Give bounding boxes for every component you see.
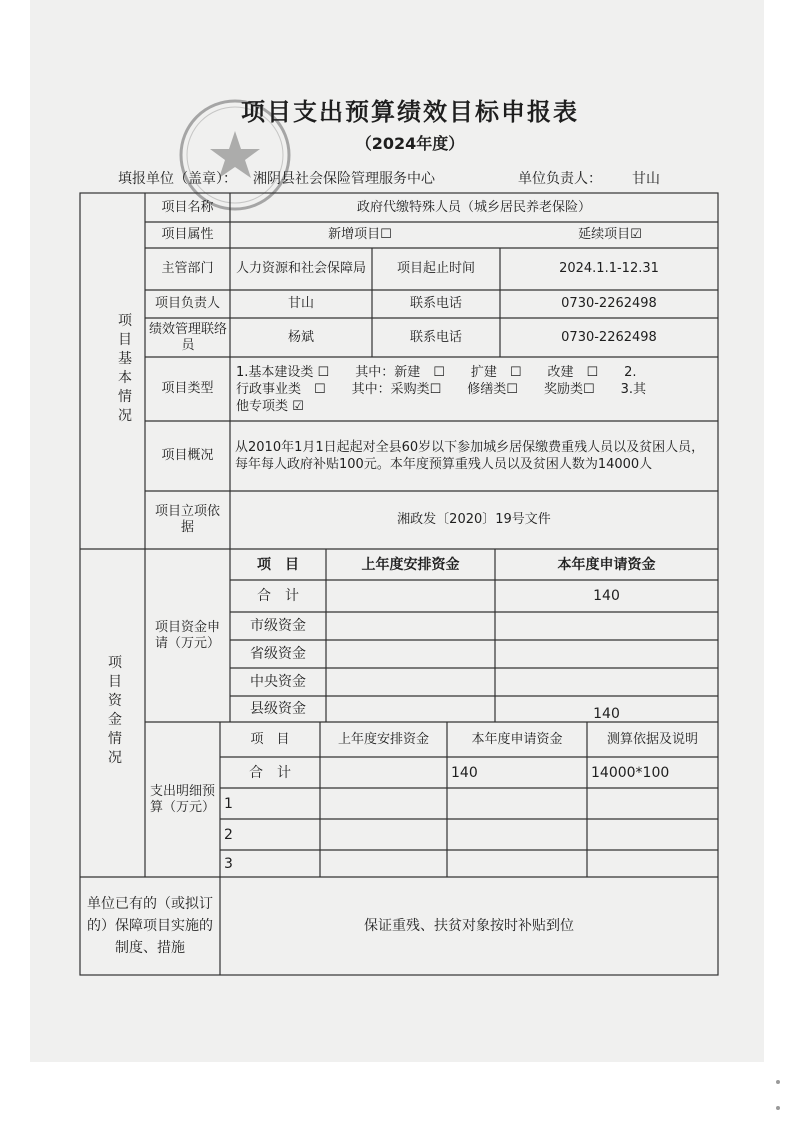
- leader-label: 项目负责人: [154, 296, 220, 311]
- detail-row-note: [591, 850, 718, 877]
- type-line-1: 1.基本建设类 ☐ 其中：新建 ☐ 扩建 ☐ 改建 ☐ 2.: [236, 365, 637, 380]
- detail-budget-label: 支出明细预算（万元）: [149, 783, 215, 815]
- fund-row-last: [326, 668, 495, 696]
- phone2-label: 联系电话: [409, 329, 462, 345]
- leader-value: 甘山: [287, 296, 314, 311]
- type-line-3: 他专项类 ☑: [236, 399, 304, 414]
- fund-header-item: 项 目: [257, 556, 299, 573]
- page-title: 项目支出预算绩效目标申报表: [241, 98, 579, 126]
- basis-label: 项目立项依据: [154, 504, 220, 535]
- project-name-value: 政府代缴特殊人员（城乡居民养老保险）: [356, 199, 591, 215]
- scan-dot: [776, 1080, 780, 1084]
- fund-row-this: [495, 640, 718, 668]
- project-name-label: 项目名称: [161, 199, 214, 215]
- fund-row-name: 中央资金: [250, 674, 306, 690]
- period-value: 2024.1.1-12.31: [559, 261, 659, 276]
- fund-row-last: [326, 640, 495, 668]
- detail-header-note: 测算依据及说明: [606, 731, 698, 747]
- detail-row-note: [591, 788, 718, 819]
- page-subtitle: （2024年度）: [355, 134, 465, 153]
- fund-row-this: [495, 668, 718, 696]
- detail-row-note: [591, 819, 718, 850]
- detail-row-note: 14000*100: [591, 764, 670, 781]
- fund-header-last: 上年度安排资金: [361, 556, 460, 573]
- scan-dot: [776, 1106, 780, 1110]
- fund-row-last: [326, 696, 495, 722]
- detail-row-name: 2: [224, 826, 233, 843]
- detail-row-last: [320, 757, 447, 788]
- detail-row-this: [451, 850, 587, 877]
- measures-label: 单位已有的（或拟订的）保障项目实施的制度、措施: [87, 896, 213, 956]
- contact-label: 绩效管理联络员: [149, 321, 228, 353]
- detail-row-this: [451, 788, 587, 819]
- type-options: [236, 364, 716, 415]
- fund-row-name: 合 计: [257, 588, 299, 604]
- project-attr-new: 新增项目☐: [328, 227, 392, 242]
- fund-apply-label: 项目资金申请（万元）: [154, 619, 220, 651]
- fund-header-this: 本年度申请资金: [557, 556, 656, 573]
- detail-row-this: 140: [451, 764, 478, 781]
- detail-row-last: [320, 819, 447, 850]
- phone2-value: 0730-2262498: [561, 329, 657, 345]
- fund-row-last: [326, 580, 495, 612]
- unit-name: 湘阴县社会保险管理服务中心: [253, 171, 435, 187]
- basis-value: 湘政发〔2020〕19号文件: [397, 512, 551, 527]
- fund-row-name: 市级资金: [250, 618, 306, 634]
- detail-row-last: [320, 788, 447, 819]
- fund-row-this: 140: [593, 588, 620, 604]
- dept-label: 主管部门: [161, 261, 214, 276]
- overview-value: 从2010年1月1日起起对全县60岁以下参加城乡居保缴费重残人员以及贫困人员，每年每人政府补贴100元。本年度预算重残人员以及贫困人数为14000人: [235, 440, 705, 472]
- type-line-2: 行政事业类 ☐ 其中：采购类☐ 修缮类☐ 奖励类☐ 3.其: [236, 382, 647, 397]
- project-attr-continue: 延续项目☑: [578, 227, 642, 242]
- fund-row-this: [495, 612, 718, 640]
- section-basic-info-label: 项目基本情况: [118, 313, 132, 424]
- type-label: 项目类型: [161, 381, 214, 396]
- phone-value: 0730-2262498: [561, 296, 657, 311]
- fund-row-name: 省级资金: [250, 646, 306, 662]
- detail-header-this: 本年度申请资金: [471, 731, 563, 747]
- detail-row-name: 3: [224, 855, 233, 872]
- overview-label: 项目概况: [161, 448, 214, 463]
- detail-row-name: 1: [224, 795, 233, 812]
- detail-row-this: [451, 819, 587, 850]
- contact-value: 杨斌: [287, 329, 314, 345]
- fund-row-last: [326, 612, 495, 640]
- fund-row-name: 县级资金: [250, 701, 306, 717]
- unit-label: 填报单位（盖章）：: [118, 171, 237, 187]
- period-label: 项目起止时间: [396, 261, 475, 276]
- project-attr-label: 项目属性: [161, 227, 214, 242]
- head-name: 甘山: [632, 171, 660, 187]
- section-fund-label: 项目资金情况: [108, 655, 122, 766]
- fund-row-this: 140: [593, 706, 620, 722]
- detail-header-item: 项 目: [250, 731, 290, 747]
- measures-value: 保证重残、扶贫对象按时补贴到位: [364, 918, 574, 934]
- detail-header-last: 上年度安排资金: [337, 731, 429, 747]
- detail-row-last: [320, 850, 447, 877]
- detail-row-name: 合 计: [249, 764, 291, 781]
- dept-value: 人力资源和社会保障局: [236, 261, 367, 276]
- head-label: 单位负责人：: [518, 171, 602, 187]
- phone-label: 联系电话: [409, 296, 462, 311]
